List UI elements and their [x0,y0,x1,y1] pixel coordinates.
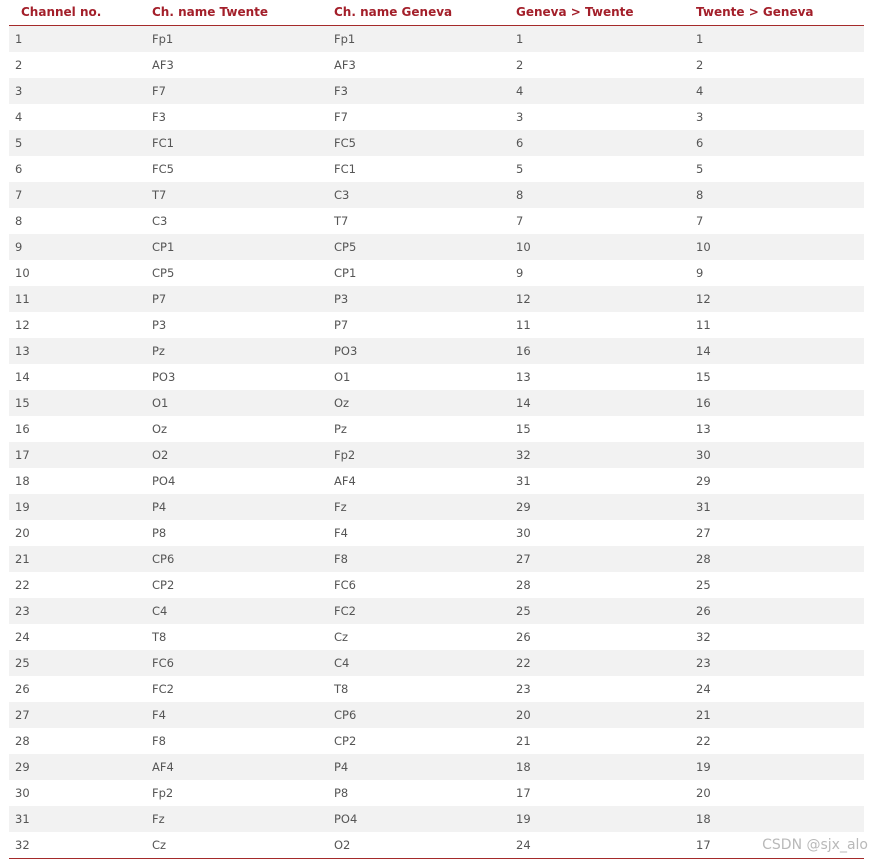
cell-ch-name-geneva: P3 [334,292,349,306]
cell-twente-to-geneva: 22 [696,734,711,748]
cell-ch-name-geneva: F3 [334,84,348,98]
header-twente-to-geneva: Twente > Geneva [696,5,814,19]
cell-ch-name-geneva: Fp2 [334,448,356,462]
cell-geneva-to-twente: 15 [516,422,531,436]
cell-ch-name-twente: Pz [152,344,165,358]
table-row [9,208,864,234]
table-header [9,0,864,26]
cell-twente-to-geneva: 17 [696,838,711,852]
cell-twente-to-geneva: 28 [696,552,711,566]
cell-ch-name-geneva: P8 [334,786,349,800]
cell-twente-to-geneva: 11 [696,318,711,332]
cell-ch-name-geneva: T7 [334,214,349,228]
cell-ch-name-twente: F4 [152,708,166,722]
cell-geneva-to-twente: 9 [516,266,524,280]
cell-channel-no: 17 [15,448,30,462]
cell-geneva-to-twente: 22 [516,656,531,670]
cell-ch-name-twente: F8 [152,734,166,748]
cell-ch-name-geneva: CP2 [334,734,357,748]
cell-ch-name-twente: CP1 [152,240,175,254]
cell-geneva-to-twente: 1 [516,32,524,46]
cell-channel-no: 18 [15,474,30,488]
cell-ch-name-geneva: Oz [334,396,350,410]
cell-ch-name-twente: FC5 [152,162,174,176]
cell-ch-name-twente: CP5 [152,266,175,280]
cell-twente-to-geneva: 2 [696,58,704,72]
cell-geneva-to-twente: 2 [516,58,524,72]
table-row [9,182,864,208]
cell-geneva-to-twente: 11 [516,318,531,332]
table-row [9,104,864,130]
cell-channel-no: 5 [15,136,23,150]
table-row [9,468,864,494]
cell-channel-no: 3 [15,84,23,98]
cell-ch-name-geneva: CP6 [334,708,357,722]
cell-ch-name-twente: Fp1 [152,32,174,46]
cell-ch-name-geneva: CP5 [334,240,357,254]
cell-ch-name-twente: FC2 [152,682,174,696]
cell-geneva-to-twente: 5 [516,162,524,176]
table-row [9,260,864,286]
cell-geneva-to-twente: 19 [516,812,531,826]
cell-twente-to-geneva: 8 [696,188,704,202]
cell-geneva-to-twente: 10 [516,240,531,254]
table-row [9,572,864,598]
cell-channel-no: 14 [15,370,30,384]
cell-ch-name-twente: PO4 [152,474,176,488]
table-row [9,364,864,390]
cell-twente-to-geneva: 23 [696,656,711,670]
cell-geneva-to-twente: 32 [516,448,531,462]
cell-ch-name-geneva: FC1 [334,162,356,176]
cell-ch-name-twente: Fz [152,812,165,826]
table-row [9,650,864,676]
cell-channel-no: 19 [15,500,30,514]
cell-ch-name-geneva: AF3 [334,58,356,72]
header-ch-name-twente: Ch. name Twente [152,5,269,19]
cell-ch-name-twente: FC1 [152,136,174,150]
cell-geneva-to-twente: 18 [516,760,531,774]
cell-twente-to-geneva: 15 [696,370,711,384]
cell-geneva-to-twente: 4 [516,84,524,98]
cell-geneva-to-twente: 3 [516,110,524,124]
cell-twente-to-geneva: 21 [696,708,711,722]
table-row [9,728,864,754]
cell-twente-to-geneva: 25 [696,578,711,592]
cell-twente-to-geneva: 9 [696,266,704,280]
table-row [9,416,864,442]
cell-channel-no: 28 [15,734,30,748]
cell-twente-to-geneva: 27 [696,526,711,540]
table-row [9,26,864,52]
cell-channel-no: 1 [15,32,23,46]
table-row [9,234,864,260]
table-row [9,520,864,546]
cell-ch-name-twente: F3 [152,110,166,124]
cell-ch-name-twente: P3 [152,318,167,332]
cell-channel-no: 13 [15,344,30,358]
cell-ch-name-twente: AF3 [152,58,174,72]
table-row [9,286,864,312]
table-row [9,494,864,520]
table-row [9,806,864,832]
cell-twente-to-geneva: 3 [696,110,704,124]
cell-geneva-to-twente: 7 [516,214,524,228]
cell-geneva-to-twente: 8 [516,188,524,202]
cell-ch-name-twente: Cz [152,838,167,852]
cell-channel-no: 11 [15,292,30,306]
cell-channel-no: 2 [15,58,23,72]
cell-ch-name-twente: T8 [152,630,167,644]
table-row [9,676,864,702]
cell-twente-to-geneva: 4 [696,84,704,98]
cell-channel-no: 23 [15,604,30,618]
cell-geneva-to-twente: 20 [516,708,531,722]
cell-ch-name-geneva: C3 [334,188,350,202]
table-row [9,598,864,624]
cell-ch-name-geneva: P4 [334,760,349,774]
header-geneva-to-twente: Geneva > Twente [516,5,634,19]
table-row [9,624,864,650]
table-row [9,702,864,728]
cell-ch-name-geneva: Cz [334,630,349,644]
table-row [9,780,864,806]
cell-ch-name-twente: CP2 [152,578,175,592]
cell-channel-no: 25 [15,656,30,670]
cell-geneva-to-twente: 28 [516,578,531,592]
cell-ch-name-geneva: F7 [334,110,348,124]
cell-ch-name-geneva: O2 [334,838,351,852]
cell-channel-no: 12 [15,318,30,332]
cell-ch-name-geneva: AF4 [334,474,356,488]
cell-twente-to-geneva: 20 [696,786,711,800]
cell-ch-name-geneva: F4 [334,526,348,540]
cell-channel-no: 30 [15,786,30,800]
cell-ch-name-twente: T7 [152,188,167,202]
cell-twente-to-geneva: 1 [696,32,704,46]
cell-ch-name-twente: FC6 [152,656,174,670]
cell-twente-to-geneva: 31 [696,500,711,514]
cell-channel-no: 16 [15,422,30,436]
table-row [9,52,864,78]
cell-ch-name-geneva: FC2 [334,604,356,618]
cell-geneva-to-twente: 29 [516,500,531,514]
cell-twente-to-geneva: 30 [696,448,711,462]
cell-ch-name-twente: F7 [152,84,166,98]
cell-ch-name-geneva: T8 [334,682,349,696]
cell-geneva-to-twente: 30 [516,526,531,540]
cell-twente-to-geneva: 6 [696,136,704,150]
cell-ch-name-geneva: C4 [334,656,350,670]
cell-channel-no: 20 [15,526,30,540]
cell-geneva-to-twente: 23 [516,682,531,696]
table-row [9,78,864,104]
cell-ch-name-twente: P4 [152,500,167,514]
cell-channel-no: 15 [15,396,30,410]
cell-twente-to-geneva: 14 [696,344,711,358]
cell-ch-name-twente: Oz [152,422,168,436]
cell-ch-name-twente: CP6 [152,552,175,566]
table-row [9,832,864,858]
cell-ch-name-geneva: Fz [334,500,347,514]
cell-geneva-to-twente: 14 [516,396,531,410]
cell-ch-name-twente: O1 [152,396,169,410]
cell-channel-no: 27 [15,708,30,722]
cell-channel-no: 21 [15,552,30,566]
cell-ch-name-geneva: Pz [334,422,347,436]
cell-ch-name-twente: PO3 [152,370,176,384]
table-row [9,312,864,338]
cell-channel-no: 22 [15,578,30,592]
cell-geneva-to-twente: 6 [516,136,524,150]
cell-ch-name-geneva: P7 [334,318,349,332]
cell-channel-no: 8 [15,214,23,228]
cell-ch-name-geneva: F8 [334,552,348,566]
cell-twente-to-geneva: 5 [696,162,704,176]
cell-channel-no: 9 [15,240,23,254]
cell-ch-name-geneva: CP1 [334,266,357,280]
cell-ch-name-geneva: Fp1 [334,32,356,46]
cell-ch-name-geneva: FC5 [334,136,356,150]
cell-geneva-to-twente: 24 [516,838,531,852]
table-row [9,390,864,416]
table-row [9,442,864,468]
cell-channel-no: 31 [15,812,30,826]
cell-twente-to-geneva: 18 [696,812,711,826]
cell-channel-no: 10 [15,266,30,280]
table-body [9,26,864,858]
cell-ch-name-twente: C3 [152,214,168,228]
cell-channel-no: 24 [15,630,30,644]
cell-twente-to-geneva: 7 [696,214,704,228]
table-row [9,754,864,780]
cell-twente-to-geneva: 10 [696,240,711,254]
cell-geneva-to-twente: 13 [516,370,531,384]
cell-twente-to-geneva: 12 [696,292,711,306]
cell-ch-name-twente: AF4 [152,760,174,774]
cell-ch-name-twente: P8 [152,526,167,540]
header-channel-no: Channel no. [21,5,102,19]
table-row [9,156,864,182]
cell-ch-name-twente: C4 [152,604,168,618]
cell-geneva-to-twente: 21 [516,734,531,748]
cell-channel-no: 32 [15,838,30,852]
cell-channel-no: 6 [15,162,23,176]
watermark: CSDN @sjx_alo [762,837,868,853]
cell-ch-name-geneva: FC6 [334,578,356,592]
cell-channel-no: 26 [15,682,30,696]
cell-channel-no: 29 [15,760,30,774]
cell-channel-no: 4 [15,110,23,124]
cell-ch-name-geneva: O1 [334,370,351,384]
cell-twente-to-geneva: 32 [696,630,711,644]
cell-geneva-to-twente: 26 [516,630,531,644]
cell-geneva-to-twente: 16 [516,344,531,358]
channel-mapping-table [9,0,864,858]
cell-twente-to-geneva: 26 [696,604,711,618]
cell-channel-no: 7 [15,188,23,202]
cell-twente-to-geneva: 16 [696,396,711,410]
cell-ch-name-twente: P7 [152,292,167,306]
table-bottom-rule [9,858,864,859]
cell-ch-name-geneva: PO3 [334,344,358,358]
cell-twente-to-geneva: 19 [696,760,711,774]
cell-geneva-to-twente: 17 [516,786,531,800]
table-row [9,546,864,572]
cell-geneva-to-twente: 31 [516,474,531,488]
cell-ch-name-twente: Fp2 [152,786,174,800]
cell-twente-to-geneva: 24 [696,682,711,696]
cell-ch-name-geneva: PO4 [334,812,358,826]
cell-ch-name-twente: O2 [152,448,169,462]
cell-twente-to-geneva: 13 [696,422,711,436]
cell-twente-to-geneva: 29 [696,474,711,488]
cell-geneva-to-twente: 12 [516,292,531,306]
header-ch-name-geneva: Ch. name Geneva [334,5,453,19]
table-row [9,338,864,364]
cell-geneva-to-twente: 25 [516,604,531,618]
table-row [9,130,864,156]
cell-geneva-to-twente: 27 [516,552,531,566]
